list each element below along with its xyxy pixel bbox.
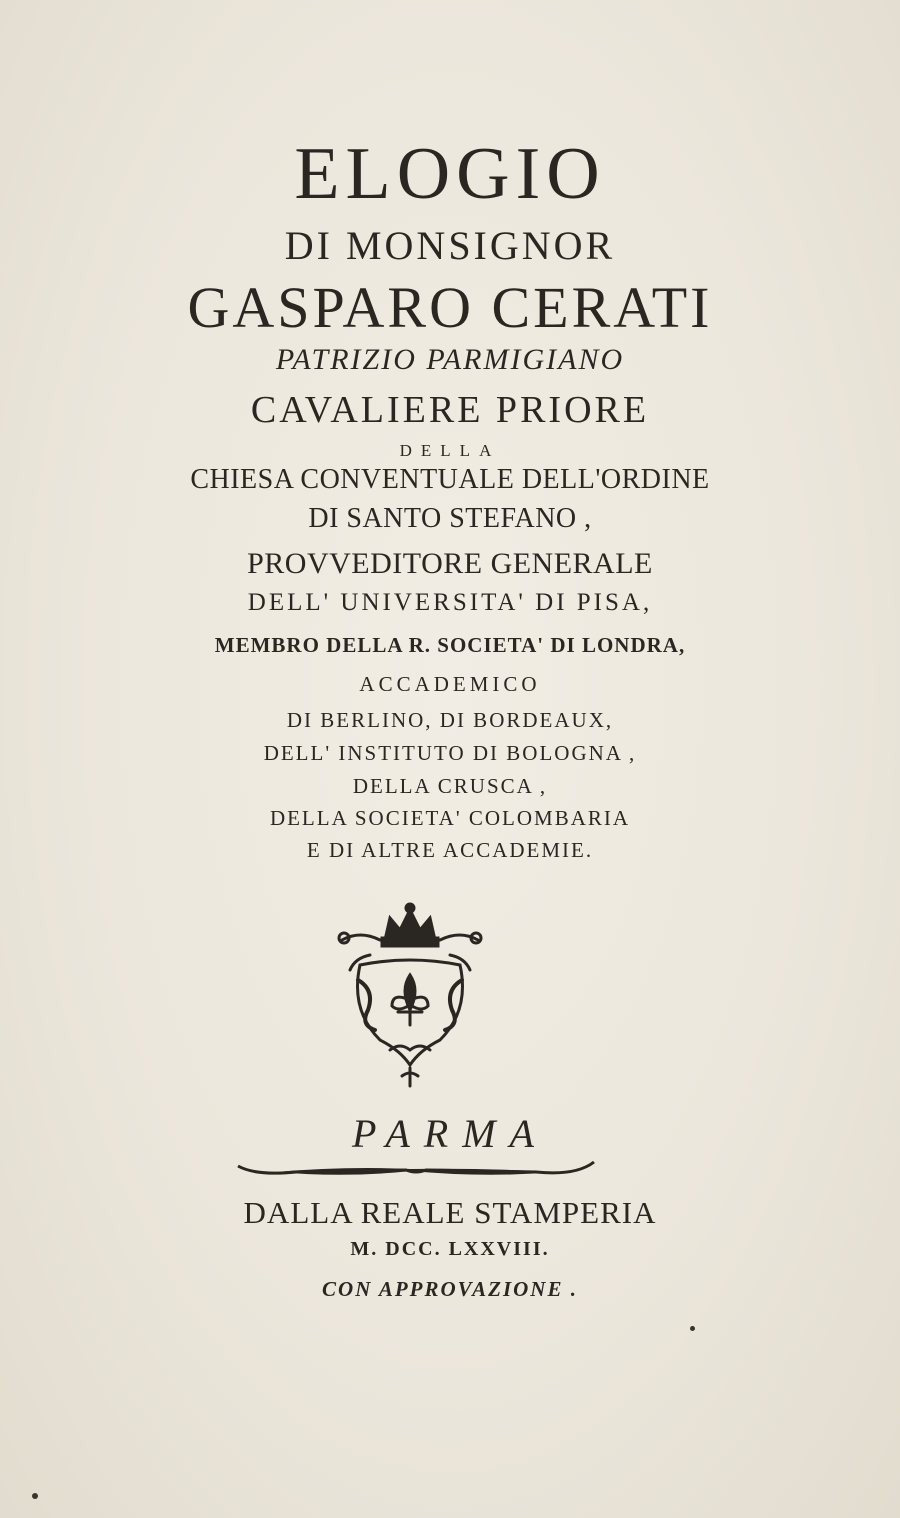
title-instituto: DELL' INSTITUTO DI BOLOGNA , — [263, 741, 637, 765]
decorative-rule-icon — [236, 1158, 596, 1180]
ink-speck — [32, 1493, 38, 1499]
title-altre-accademie: E DI ALTRE ACCADEMIE. — [306, 838, 594, 862]
title-universita: DELL' UNIVERSITA' DI PISA, — [247, 589, 653, 616]
title-colombaria: DELLA SOCIETA' COLOMBARIA — [269, 806, 631, 830]
crowned-fleur-de-lis-ornament-icon — [330, 900, 490, 1090]
title-cavaliere: CAVALIERE PRIORE — [250, 389, 650, 431]
title-della: DELLA — [399, 441, 501, 460]
imprint-printer: DALLA REALE STAMPERIA — [243, 1195, 657, 1230]
ink-speck — [690, 1326, 695, 1331]
title-accademico: ACCADEMICO — [359, 672, 541, 696]
title-chiesa: CHIESA CONVENTUALE DELL'ORDINE — [190, 464, 710, 495]
title-santo-stefano: DI SANTO STEFANO , — [308, 503, 592, 534]
title-berlino: DI BERLINO, DI BORDEAUX, — [286, 708, 614, 732]
title-provveditore: PROVVEDITORE GENERALE — [247, 547, 653, 580]
title-crusca: DELLA CRUSCA , — [352, 774, 548, 798]
title-patrizio: PATRIZIO PARMIGIANO — [275, 343, 625, 376]
title-name: GASPARO CERATI — [187, 275, 713, 340]
title-membro: MEMBRO DELLA R. SOCIETA' DI LONDRA, — [214, 633, 686, 657]
imprint-approval: CON APPROVAZIONE . — [322, 1277, 578, 1301]
imprint-year: M. DCC. LXXVIII. — [350, 1238, 550, 1260]
imprint-city: PARMA — [352, 1111, 548, 1156]
title-elogio: ELOGIO — [294, 133, 606, 215]
title-di-monsignor: DI MONSIGNOR — [284, 223, 616, 268]
